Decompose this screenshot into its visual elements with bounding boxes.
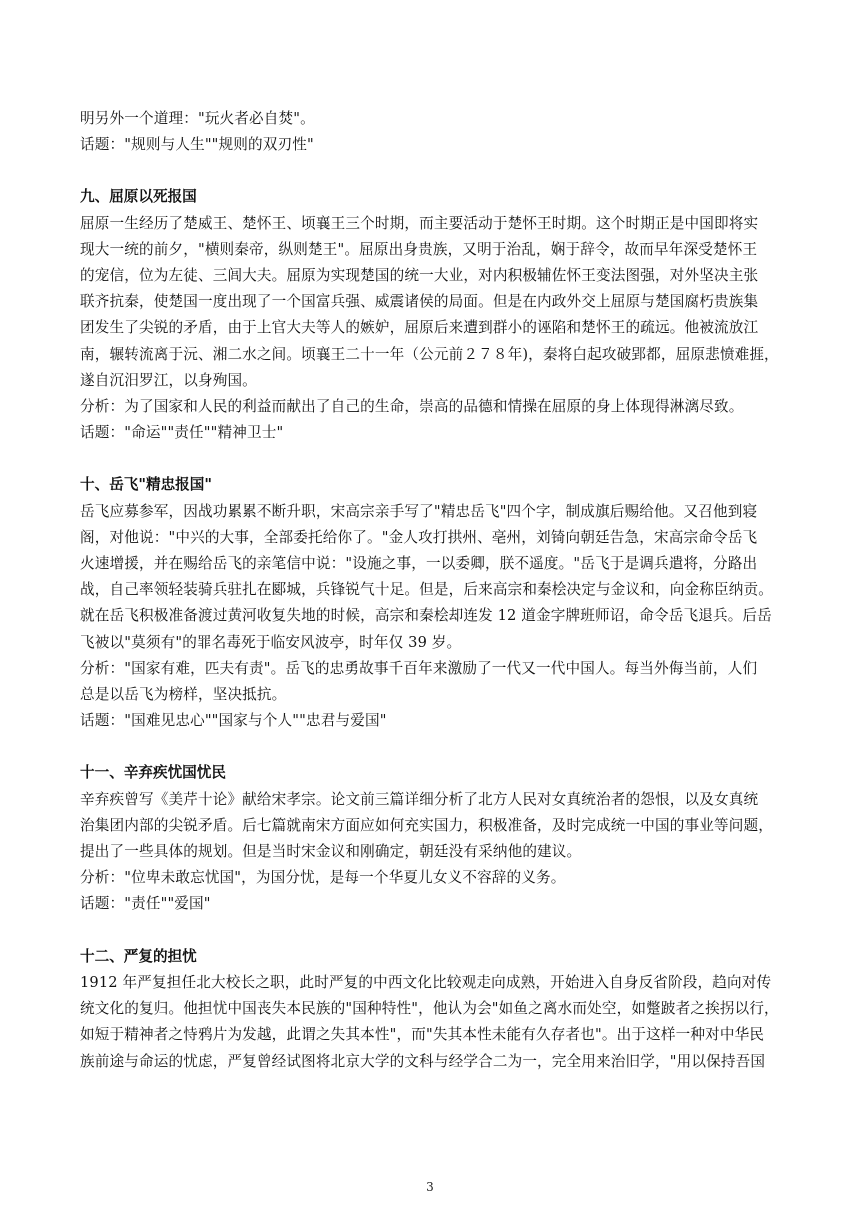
paragraph-line: 就在岳飞积极准备渡过黄河收复失地的时候，高宗和秦桧却连发 12 道金字牌班师诏，命令岳飞退兵。后岳 xyxy=(80,607,772,625)
paragraph-line: 战，自己率领轻装骑兵驻扎在郾城，兵锋锐气十足。但是，后来高宗和秦桧决定与金议和，向金称臣纳贡。 xyxy=(80,581,773,599)
intro-topics: 话题："规则与人生""规则的双刃性" xyxy=(80,136,314,154)
section-heading-9: 九、屈原以死报国 xyxy=(80,188,197,206)
paragraph-line: 提出了一些具体的规划。但是当时宋金议和刚确定，朝廷没有采纳他的建议。 xyxy=(80,843,582,861)
section-heading-10: 十、岳飞"精忠报国" xyxy=(80,476,212,494)
paragraph-line: 阁，对他说："中兴的大事，全部委托给你了。"金人攻打拱州、亳州，刘锜向朝廷告急，宋高宗命令岳飞 xyxy=(80,528,758,546)
paragraph-line: 现大一统的前夕，"横则秦帝，纵则楚王"。屈原出身贵族，又明于治乱，娴于辞令，故而早年深受楚怀王 xyxy=(80,240,758,258)
paragraph-line: 屈原一生经历了楚威王、楚怀王、顷襄王三个时期，而主要活动于楚怀王时期。这个时期正是中国即将实 xyxy=(80,214,759,232)
paragraph-line: 族前途与命运的忧虑，严复曾经试图将北京大学的文科与经学合二为一，完全用来治旧学，"用以保持吾国 xyxy=(80,1052,766,1070)
analysis-line: 总是以岳飞为榜样，坚决抵抗。 xyxy=(80,686,287,704)
paragraph-line: 如短于精神者之恃鸦片为发越，此谓之失其本性"，而"失其本性未能有久存者也"。出于这样一种对中华民 xyxy=(80,1026,765,1044)
topics-line: 话题："国难见忠心""国家与个人""忠君与爱国" xyxy=(80,712,387,730)
section-heading-12: 十二、严复的担忧 xyxy=(80,947,197,965)
paragraph-line: 辛弃疾曾写《美芹十论》献给宋孝宗。论文前三篇详细分析了北方人民对女真统治者的怨恨，以及女真统 xyxy=(80,790,759,808)
analysis-line: 分析："国家有难，匹夫有责"。岳飞的忠勇故事千百年来激励了一代又一代中国人。每当外侮当前，人们 xyxy=(80,659,758,677)
page-number: 3 xyxy=(426,1180,434,1194)
section-gap xyxy=(80,734,800,760)
section-gap xyxy=(80,158,800,184)
paragraph-line: 1912 年严复担任北大校长之职，此时严复的中西文化比较观走向成熟，开始进入自身反省阶段，趋向对传 xyxy=(80,973,772,991)
paragraph-line: 联齐抗秦，使楚国一度出现了一个国富兵强、威震诸侯的局面。但是在内政外交上屈原与楚国腐朽贵族集 xyxy=(80,293,759,311)
paragraph-line: 飞被以"莫须有"的罪名毒死于临安风波亭，时年仅 39 岁。 xyxy=(80,633,462,651)
intro-line: 明另外一个道理："玩火者必自焚"。 xyxy=(80,110,315,127)
section-gap xyxy=(80,446,800,472)
paragraph-line: 遂自沉汨罗江，以身殉国。 xyxy=(80,371,257,389)
topics-line: 话题："命运""责任""精神卫士" xyxy=(80,424,284,442)
analysis-line: 分析："位卑未敢忘忧国"，为国分忧，是每一个华夏儿女义不容辞的义务。 xyxy=(80,869,566,887)
document-body xyxy=(80,106,800,1075)
paragraph-line: 团发生了尖锐的矛盾，由于上官大夫等人的嫉妒，屈原后来遭到群小的诬陷和楚怀王的疏远。他被流放江 xyxy=(80,319,759,337)
paragraph-line: 南，辗转流离于沅、湘二水之间。顷襄王二十一年（公元前２７８年)，秦将白起攻破郢都，屈原悲愤难捱， xyxy=(80,345,779,363)
paragraph-line: 岳飞应募参军，因战功累累不断升职，宋高宗亲手写了"精忠岳飞"四个字，制成旗后赐给他。又召他到寝 xyxy=(80,502,758,520)
topics-line: 话题："责任""爱国" xyxy=(80,895,211,913)
analysis-line: 分析：为了国家和人民的利益而献出了自己的生命，崇高的品德和情操在屈原的身上体现得淋漓尽致。 xyxy=(80,398,744,416)
paragraph-line: 的宠信，位为左徒、三闾大夫。屈原为实现楚国的统一大业，对内积极辅佐怀王变法图强，对外坚决主张 xyxy=(80,267,759,285)
section-gap xyxy=(80,918,800,944)
section-heading-11: 十一、辛弃疾忧国忧民 xyxy=(80,764,226,782)
paragraph-line: 治集团内部的尖锐矛盾。后七篇就南宋方面应如何充实国力，积极准备，及时完成统一中国的事业等问题， xyxy=(80,816,773,834)
paragraph-line: 统文化的复归。他担忧中国丧失本民族的"国种特性"，他认为会"如鱼之离水而处空，如蹩跛者之挨拐以行， xyxy=(80,1000,779,1018)
paragraph-line: 火速增援，并在赐给岳飞的亲笔信中说："设施之事，一以委卿，朕不遥度。"岳飞于是调兵遣将，分路出 xyxy=(80,555,758,573)
